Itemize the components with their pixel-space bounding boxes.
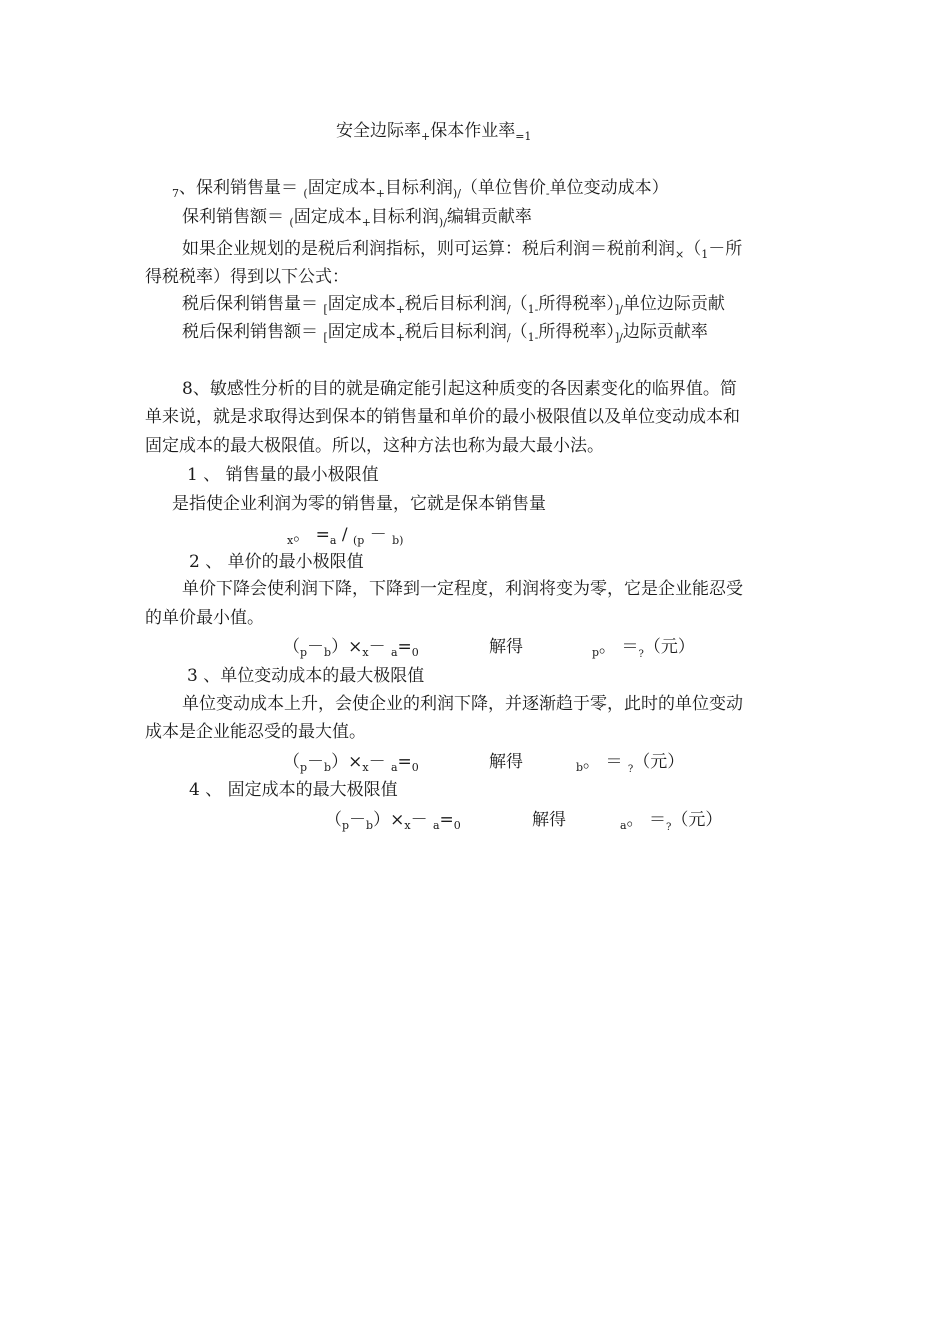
text: 所得税率） [538,294,615,314]
line-3 [182,205,532,235]
formula-solution [592,635,695,667]
subscript: + [395,303,405,316]
subscript: / [506,331,511,344]
line-5 [145,265,349,289]
text: 单位变动成本） [549,178,669,198]
text: 税后目标利润 [404,322,507,342]
text: 如果企业规划的是税后利润指标，则可运算：税后利润＝税前利润 [182,239,675,259]
text: 8、敏感性分析的目的就是确定能引起这种质变的各因素变化的临界值。简 [182,379,737,399]
formula-fixed-cost-equation [325,808,461,838]
subscript: b [576,761,584,774]
text: － [368,637,391,657]
section-heading: 2 、 单价的最小极限值 [189,552,364,572]
subscript: 1 [527,331,535,344]
formula-solution [620,808,722,840]
text: －所 [708,239,743,259]
text: 固定成本的最大极限值。所以，这种方法也称为最大最小法。 [145,436,604,456]
text: 单位边际贡献 [622,294,725,314]
text: 解得 [489,637,523,657]
subscript: a [390,761,398,774]
text: 固定成本 [327,294,396,314]
text: 税后目标利润 [404,294,507,314]
subscript: - [534,303,539,316]
line-10 [145,434,604,458]
subscript: + [361,216,371,229]
text: － [410,810,433,830]
text: 固定成本 [293,207,362,227]
line-13 [287,523,403,553]
text: / [336,525,353,545]
text: （ [510,294,528,314]
text: 解得 [489,752,523,772]
text: 目标利润 [370,207,439,227]
text: （ [510,322,528,342]
text: = [439,810,454,830]
subscript: ]/ [614,303,623,316]
subscript: x [287,534,294,547]
text: 固定成本 [327,322,396,342]
subscript: [ [323,303,328,316]
text: － [368,752,391,772]
subscript: p [300,646,308,659]
text: 。 ＝ [583,752,628,772]
subscript: )/ [452,187,461,200]
line-15 [182,577,743,601]
subscript: 1 [701,248,709,261]
subscript: + [395,331,405,344]
text: 单价下降会使利润下降，下降到一定程度，利润将变为零，它是企业能忍受 [182,579,743,599]
subscript: + [375,187,385,200]
line-11 [187,463,379,487]
text: 得税税率）得到以下公式： [145,267,349,287]
text: 税后保利销售额＝ [182,322,324,342]
subscript: a [432,819,440,832]
line-12 [172,492,546,516]
text: = [397,637,412,657]
line-6 [182,292,725,322]
line-4 [182,237,742,267]
text: 解得 [532,810,566,830]
line-22 [189,778,398,802]
text: 是指使企业利润为零的销售量，它就是保本销售量 [172,494,546,514]
text: （ [684,239,702,259]
section-heading: 4 、 固定成本的最大极限值 [189,780,398,800]
line-14 [189,550,364,574]
subscript: 0 [453,819,461,832]
line-8 [182,377,737,401]
formula-solve-label [489,750,523,774]
subscript: 0 [411,761,419,774]
text: － [349,810,367,830]
line-9 [145,405,740,429]
subscript: p [342,819,350,832]
subscript: ( [303,187,308,200]
text: （单位售价 [460,178,546,198]
text: 。 ＝ [599,637,639,657]
text: （ [283,752,300,772]
text: 保利销售额＝ [182,207,290,227]
line-20 [145,720,366,744]
formula-solve-label [489,635,523,659]
formula-solution [576,750,684,782]
subscript: × [675,248,685,261]
line-16 [145,606,264,630]
subscript: b [324,761,332,774]
text: － [364,525,393,545]
text: 、保利销售量＝ [179,178,304,198]
subscript: - [545,187,550,200]
text: 。 [293,525,316,545]
subscript: - [534,331,539,344]
text: 单来说，就是求取得达到保本的销售量和单价的最小极限值以及单位变动成本和 [145,407,740,427]
subscript: b [366,819,374,832]
subscript: b [324,646,332,659]
text: （ [325,810,342,830]
subscript: + [421,130,431,143]
text: ）× [331,752,363,772]
line-18 [187,664,424,688]
subscript: 1 [527,303,535,316]
subscript: )/ [438,216,447,229]
text: 所得税率） [538,322,615,342]
subscript: =1 [515,130,532,143]
text: （元） [633,752,685,772]
text: 目标利润 [384,178,453,198]
text: = [315,525,330,545]
text: （元） [643,637,695,657]
text: － [307,752,325,772]
subscript: ]/ [614,331,623,344]
text: 成本是企业能忍受的最大值。 [145,722,366,742]
text: （元） [671,810,723,830]
text: 边际贡献率 [622,322,708,342]
line-1 [336,119,531,149]
subscript: p [300,761,308,774]
text: = [397,752,412,772]
text: 单位变动成本上升，会使企业的利润下降，并逐渐趋于零，此时的单位变动 [182,694,743,714]
text: 保本作业率 [430,121,516,141]
text: 税后保利销售量＝ [182,294,324,314]
text: ）× [373,810,405,830]
subscript: a [329,534,337,547]
text: 的单价最小值。 [145,608,264,628]
subscript: 7 [172,187,179,200]
formula-price-equation [283,635,419,665]
text: 编辑贡献率 [446,207,532,227]
subscript: ( [289,216,294,229]
section-heading: 3 、单位变动成本的最大极限值 [187,666,425,686]
subscript: x [362,646,369,659]
subscript: a [620,819,627,832]
subscript: x [404,819,411,832]
line-19 [182,692,743,716]
line-7 [182,320,708,350]
subscript: b) [392,534,404,547]
text: 固定成本 [307,178,376,198]
subscript: ? [638,649,644,660]
subscript: (p [352,534,365,547]
line-2 [172,176,669,206]
subscript: ? [665,822,672,833]
formula-variable-cost-equation [283,750,419,780]
section-heading: 1 、 销售量的最小极限值 [187,465,379,485]
formula-solve-label [532,808,566,832]
subscript: / [506,303,511,316]
subscript: p [592,646,600,659]
text: － [307,637,325,657]
text: 安全边际率 [336,121,421,141]
subscript: [ [323,331,328,344]
subscript: ? [627,764,634,775]
subscript: a [390,646,398,659]
text: （ [283,637,300,657]
text: ）× [331,637,363,657]
subscript: x [362,761,369,774]
text: 。 ＝ [626,810,666,830]
subscript: 0 [411,646,419,659]
